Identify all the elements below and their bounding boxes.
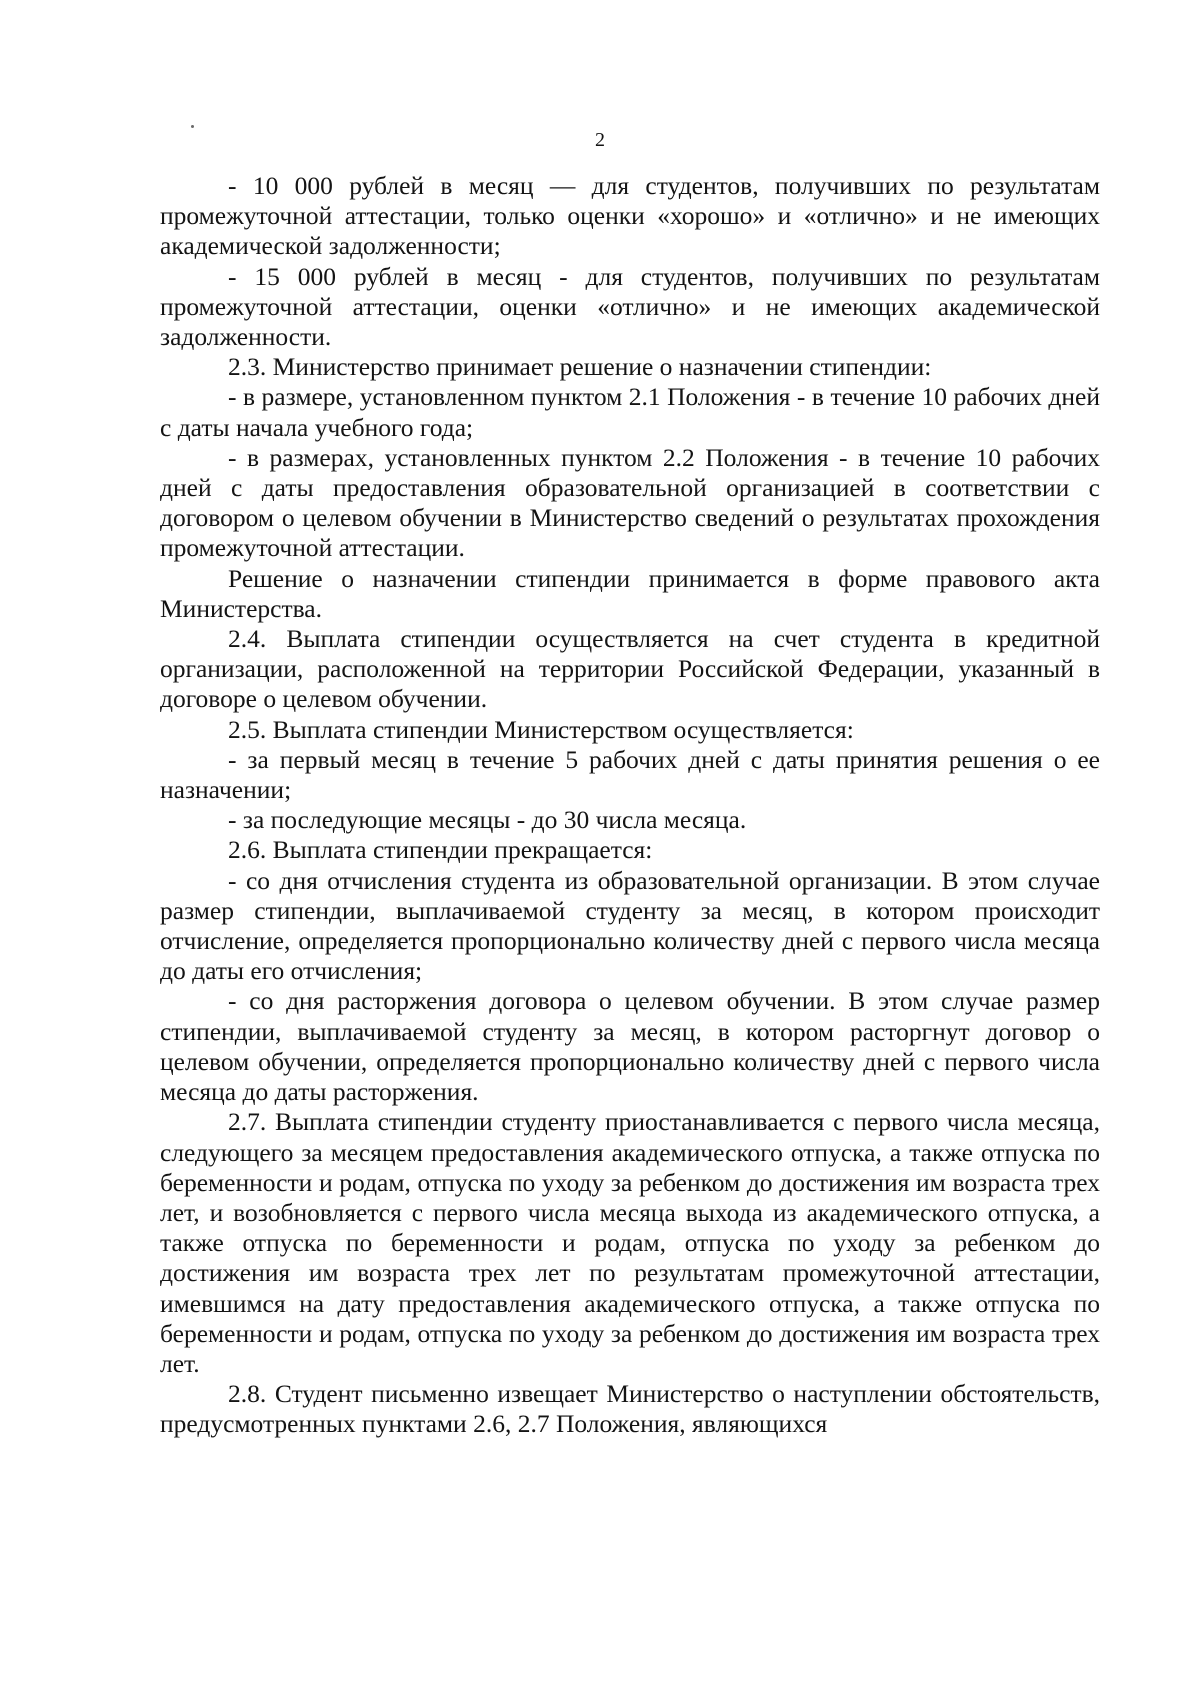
paragraph-2-6: 2.6. Выплата стипендии прекращается: [228, 835, 653, 865]
paragraph-stipend-10000: - 10 000 рублей в месяц — для студентов, получивших по результатам промежуточной аттестации, только оценки «хорошо» и «отлично» и не имеющих академической задолженности; [160, 171, 1100, 261]
paragraph-2-5: 2.5. Выплата стипендии Министерством осуществляется: [228, 714, 854, 744]
scan-speck [191, 125, 194, 128]
document-body [160, 171, 1100, 1440]
paragraph-decision-form: Решение о назначении стипендии принимается в форме правового акта Министерства. [160, 563, 1100, 623]
paragraph-stipend-15000: - 15 000 рублей в месяц - для студентов, получивших по результатам промежуточной аттестации, оценки «отлично» и не имеющих академической задолженности. [160, 261, 1100, 352]
paragraph-2-6-item-2: - со дня расторжения договора о целевом обучении. В этом случае размер стипендии, выплачиваемой студенту за месяц, в котором расторгнут договор о целевом обучении, определяется пропорционально количеству дней с первого числа месяца до даты расторжения. [160, 986, 1100, 1107]
paragraph-2-3-item-1: - в размере, установленном пунктом 2.1 Положения - в течение 10 рабочих дней с даты начала учебного года; [160, 382, 1100, 442]
paragraph-2-6-item-1: - со дня отчисления студента из образовательной организации. В этом случае размер стипендии, выплачиваемой студенту за месяц, в котором происходит отчисление, определяется пропорционально количеству дней с первого числа месяца до даты его отчисления; [160, 865, 1100, 986]
page-number: 2 [595, 129, 605, 151]
paragraph-2-5-item-1: - за первый месяц в течение 5 рабочих дней с даты принятия решения о ее назначении; [160, 744, 1100, 805]
paragraph-2-3: 2.3. Министерство принимает решение о назначении стипендии: [228, 352, 932, 382]
paragraph-2-8: 2.8. Студент письменно извещает Министерство о наступлении обстоятельств, предусмотренных пунктами 2.6, 2.7 Положения, являющихся [160, 1379, 1100, 1439]
paragraph-2-3-item-2: - в размерах, установленных пунктом 2.2 Положения - в течение 10 рабочих дней с даты предоставления образовательной организацией в соответствии с договором о целевом обучении в Министерство сведений о результатах прохождения промежуточной аттестации. [160, 442, 1100, 563]
paragraph-2-4: 2.4. Выплата стипендии осуществляется на счет студента в кредитной организации, расположенной на территории Российской Федерации, указанный в договоре о целевом обучении. [160, 624, 1100, 714]
paragraph-2-5-item-2: - за последующие месяцы - до 30 числа месяца. [228, 805, 747, 835]
paragraph-2-7: 2.7. Выплата стипендии студенту приостанавливается с первого числа месяца, следующего за месяцем предоставления академического отпуска, а также отпуска по беременности и родам, отпуска по уходу за ребенком до достижения им возраста трех лет, и возобновляется с первого числа месяца выхода из академического отпуска, а также отпуска по беременности и родам, отпуска по уходу за ребенком до достижения им возраста трех лет по результатам промежуточной аттестации, имевшимся на дату предоставления академического отпуска, а также отпуска по беременности и родам, отпуска по уходу за ребенком до достижения им возраста трех лет. [160, 1107, 1100, 1378]
